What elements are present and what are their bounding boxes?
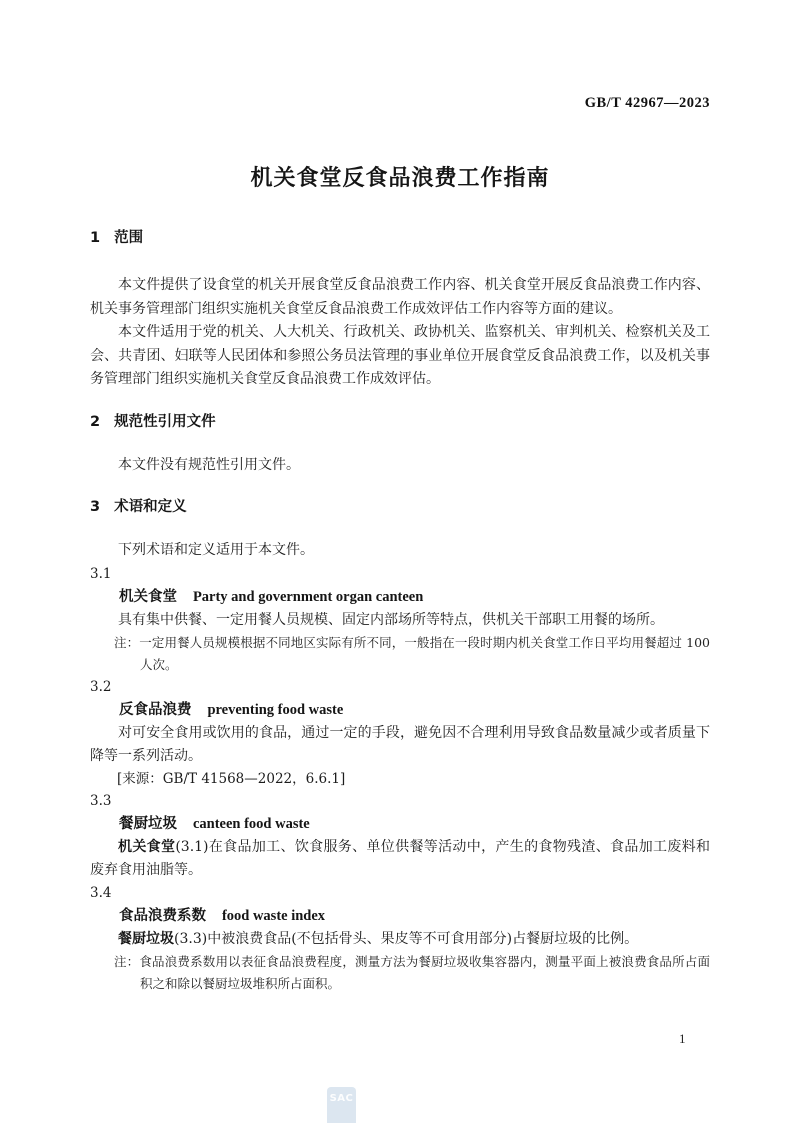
term-3-1-definition-text: 具有集中供餐、一定用餐人员规模、固定内部场所等特点，供机关干部职工用餐的场所。 xyxy=(118,611,664,628)
term-3-4-note: 注：食品浪费系数用以表征食品浪费程度，测量方法为餐厨垃圾收集容器内，测量平面上被浪费食品所占面积之和除以餐厨垃圾堆积所占面积。 xyxy=(114,953,710,991)
section-2-paragraph-1: 本文件没有规范性引用文件。 xyxy=(118,456,300,473)
term-3-4-definition xyxy=(90,928,710,951)
term-entry-3-4 xyxy=(90,882,710,995)
page-number: 1 xyxy=(679,1031,686,1046)
term-3-2-definition xyxy=(90,722,710,768)
section-3-intro: 下列术语和定义适用于本文件。 xyxy=(118,542,314,558)
section-1-title: 范围 xyxy=(114,230,144,246)
term-3-3-definition-lead: 机关食堂 xyxy=(118,838,176,855)
section-1-number: 1 xyxy=(90,230,101,246)
sac-logo-text: SAC xyxy=(329,1093,354,1104)
term-3-2-number: 3.2 xyxy=(90,678,112,695)
page-content xyxy=(90,0,710,995)
sac-logo-watermark-icon xyxy=(327,1087,356,1123)
term-entry-3-2 xyxy=(90,676,710,790)
term-3-2-en: preventing food waste xyxy=(207,701,344,718)
term-3-2-source: [来源：GB/T 41568—2022，6.6.1] xyxy=(117,770,346,787)
term-3-2-zh: 反食品浪费 xyxy=(119,701,192,718)
term-3-3-definition xyxy=(90,836,710,882)
standard-code: GB/T 42967—2023 xyxy=(584,95,710,111)
section-1-heading xyxy=(90,228,710,248)
term-3-4-zh: 食品浪费系数 xyxy=(119,907,206,924)
term-3-1-note: 注：一定用餐人员规模根据不同地区实际有所不同，一般指在一段时期内机关食堂工作日平均用餐超过 100 人次。 xyxy=(114,634,710,672)
term-3-3-definition-text: (3.1)在食品加工、饮食服务、单位供餐等活动中，产生的食物残渣、食品加工废料和废弃食用油脂等。 xyxy=(90,838,711,878)
term-3-4-number: 3.4 xyxy=(90,884,112,901)
term-3-4-definition-lead: 餐厨垃圾 xyxy=(118,930,174,947)
term-3-1-title xyxy=(90,586,710,609)
term-3-3-number: 3.3 xyxy=(90,792,112,809)
section-2-heading xyxy=(90,412,710,432)
section-2-title: 规范性引用文件 xyxy=(114,413,216,430)
section-1-paragraph-2: 本文件适用于党的机关、人大机关、行政机关、政协机关、监察机关、审判机关、检察机关及工会、共青团、妇联等人民团体和参照公务员法管理的事业单位开展食堂反食品浪费工作，以及机关事务管理部门组织实施机关食堂反食品浪费工作成效评估。 xyxy=(90,324,710,387)
term-3-3-zh: 餐厨垃圾 xyxy=(119,815,177,832)
term-3-1-definition xyxy=(90,609,710,632)
section-2-number: 2 xyxy=(90,413,101,430)
term-entry-3-1 xyxy=(90,563,710,676)
term-3-1-en: Party and government organ canteen xyxy=(192,588,424,605)
term-3-2-definition-text: 对可安全食用或饮用的食品，通过一定的手段，避免因不合理利用导致食品数量减少或者质量下降等一系列活动。 xyxy=(90,724,710,764)
term-3-4-definition-text: (3.3)中被浪费食品(不包括骨头、果皮等不可食用部分)占餐厨垃圾的比例。 xyxy=(174,930,639,947)
term-3-4-en: food waste index xyxy=(221,907,326,924)
term-3-3-en: canteen food waste xyxy=(192,815,310,832)
term-entry-3-3 xyxy=(90,790,710,882)
term-3-2-title xyxy=(90,699,710,722)
section-3-title: 术语和定义 xyxy=(114,499,187,515)
section-3-number: 3 xyxy=(90,499,101,515)
term-3-1-number: 3.1 xyxy=(90,565,112,582)
term-3-4-title xyxy=(90,905,710,928)
section-1-paragraph-1: 本文件提供了设食堂的机关开展食堂反食品浪费工作内容、机关食堂开展反食品浪费工作内容、机关事务管理部门组织实施机关食堂反食品浪费工作成效评估工作内容等方面的建议。 xyxy=(90,277,710,317)
term-3-1-zh: 机关食堂 xyxy=(119,588,177,605)
term-3-3-title xyxy=(90,813,710,836)
document-title: 机关食堂反食品浪费工作指南 xyxy=(250,166,550,191)
section-3-heading xyxy=(90,497,710,517)
